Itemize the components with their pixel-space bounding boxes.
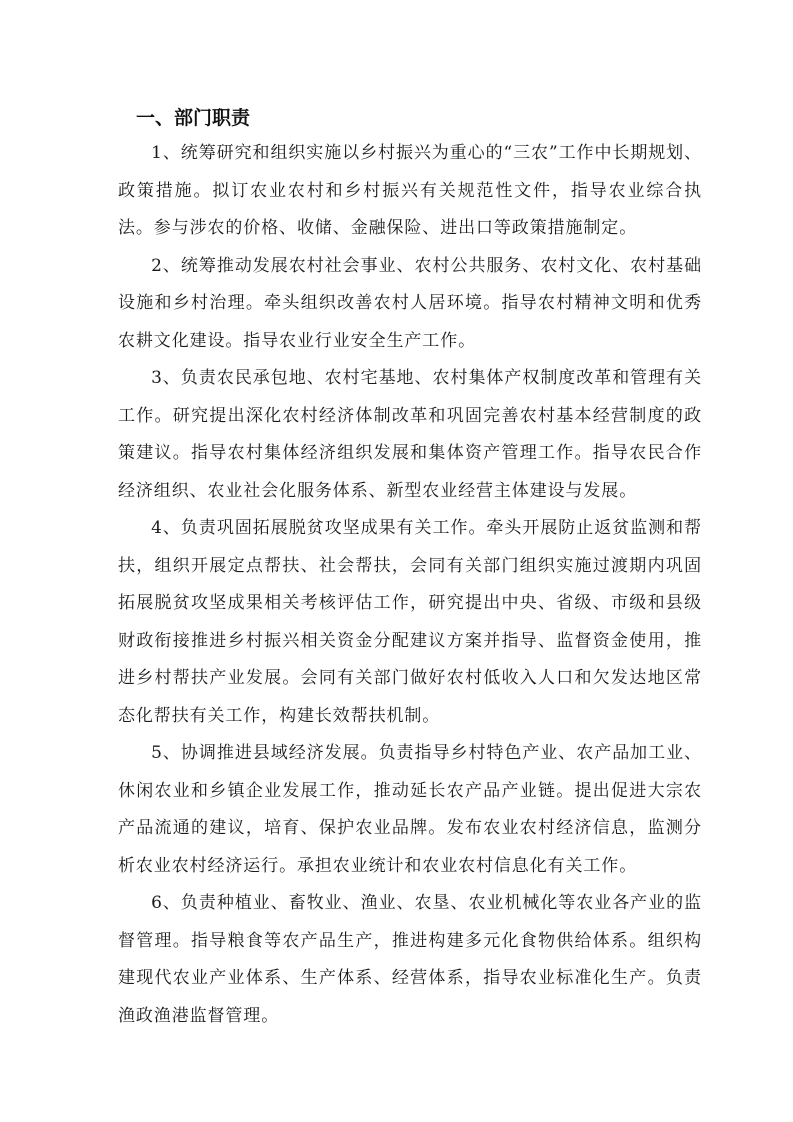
section-title: 一、部门职责 <box>136 107 251 129</box>
paragraph-3: 3、负责农民承包地、农村宅基地、农村集体产权制度改革和管理有关工作。研究提出深化农村经济体制改革和巩固完善农村基本经营制度的政策建议。指导农村集体经济组织发展和集体资产管理工作。指导农民合作经济组织、农业社会化服务体系、新型农业经营主体建设与发展。 <box>118 368 702 501</box>
paragraph-6: 6、负责种植业、畜牧业、渔业、农垦、农业机械化等农业各产业的监督管理。指导粮食等农产品生产，推进构建多元化食物供给体系。组织构建现代农业产业体系、生产体系、经营体系，指导农业标准化生产。负责渔政渔港监督管理。 <box>118 893 702 1026</box>
paragraph-1: 1、统筹研究和组织实施以乡村振兴为重心的“三农”工作中长期规划、政策措施。拟订农业农村和乡村振兴有关规范性文件，指导农业综合执法。参与涉农的价格、收储、金融保险、进出口等政策措施制定。 <box>118 143 702 238</box>
document-body <box>118 135 702 1035</box>
paragraph-5: 5、协调推进县域经济发展。负责指导乡村特色产业、农产品加工业、休闲农业和乡镇企业发展工作，推动延长农产品产业链。提出促进大宗农产品流通的建议，培育、保护农业品牌。发布农业农村经济信息，监测分析农业农村经济运行。承担农业统计和农业农村信息化有关工作。 <box>118 743 702 876</box>
paragraph-2: 2、统筹推动发展农村社会事业、农村公共服务、农村文化、农村基础设施和乡村治理。牵头组织改善农村人居环境。指导农村精神文明和优秀农耕文化建设。指导农业行业安全生产工作。 <box>118 255 702 351</box>
paragraph-4: 4、负责巩固拓展脱贫攻坚成果有关工作。牵头开展防止返贫监测和帮扶，组织开展定点帮扶、社会帮扶，会同有关部门组织实施过渡期内巩固拓展脱贫攻坚成果相关考核评估工作，研究提出中央、省级、市级和县级财政衔接推进乡村振兴相关资金分配建议方案并指导、监督资金使用，推进乡村帮扶产业发展。会同有关部门做好农村低收入人口和欠发达地区常态化帮扶有关工作，构建长效帮扶机制。 <box>118 518 702 726</box>
